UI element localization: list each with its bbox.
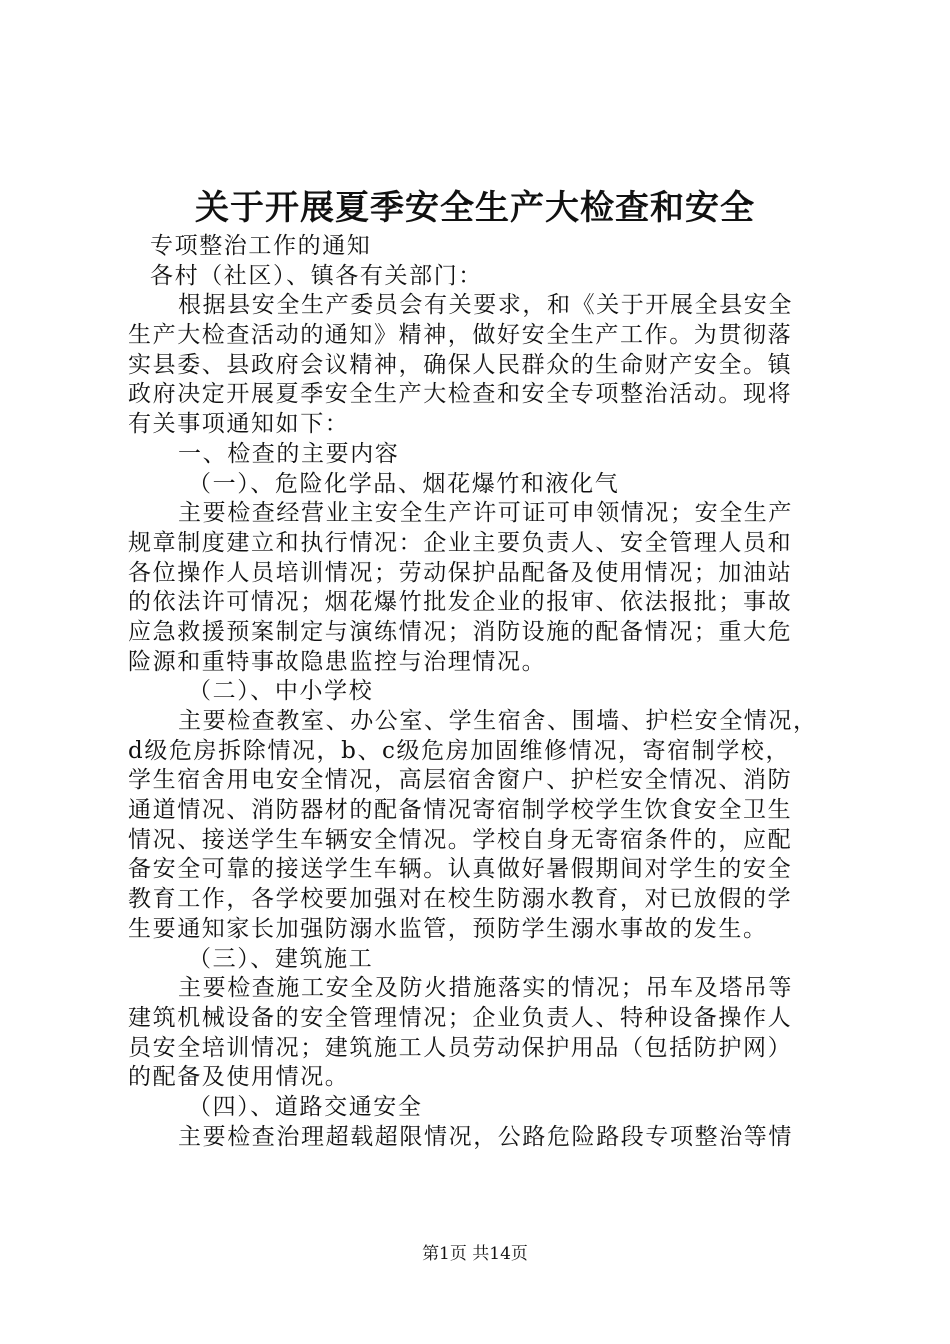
- body-line: 学生宿舍用电安全情况，高层宿舍窗户、护栏安全情况、消防: [128, 767, 793, 794]
- body-line: 专项整治工作的通知: [150, 233, 372, 259]
- document-title: 关于开展夏季安全生产大检查和安全: [195, 188, 755, 228]
- body-line: 备安全可靠的接送学生车辆。认真做好暑假期间对学生的安全: [128, 856, 793, 883]
- body-line: 应急救援预案制定与演练情况；消防设施的配备情况；重大危: [128, 618, 793, 645]
- body-line: 规章制度建立和执行情况：企业主要负责人、安全管理人员和: [128, 529, 793, 556]
- body-line: （三）、建筑施工: [188, 945, 374, 972]
- body-line: 建筑机械设备的安全管理情况；企业负责人、特种设备操作人: [128, 1004, 793, 1031]
- body-line: 一、检查的主要内容: [178, 440, 400, 467]
- body-line: 主要检查治理超载超限情况，公路危险路段专项整治等情: [178, 1123, 793, 1150]
- body-line: 政府决定开展夏季安全生产大检查和安全专项整治活动。现将: [128, 381, 793, 408]
- body-line: 各村（社区）、镇各有关部门：: [150, 262, 483, 289]
- body-line: 根据县安全生产委员会有关要求，和《关于开展全县安全: [178, 292, 793, 319]
- page-footer: 第1页 共14页: [422, 1244, 528, 1264]
- body-line: 员安全培训情况；建筑施工人员劳动保护用品（包括防护网）: [128, 1034, 793, 1061]
- body-line: 主要检查教室、办公室、学生宿舍、围墙、护栏安全情况，: [178, 708, 818, 734]
- body-line: 实县委、县政府会议精神，确保人民群众的生命财产安全。镇: [128, 351, 793, 378]
- body-line: （四）、道路交通安全: [188, 1093, 423, 1120]
- body-line: 险源和重特事故隐患监控与治理情况。: [128, 648, 547, 675]
- body-line: 主要检查施工安全及防火措施落实的情况；吊车及塔吊等: [178, 975, 793, 1002]
- body-line: 生产大检查活动的通知》精神，做好安全生产工作。为贯彻落: [128, 322, 793, 349]
- body-line: （二）、中小学校: [188, 678, 374, 705]
- body-line: 各位操作人员培训情况；劳动保护品配备及使用情况；加油站: [128, 559, 793, 586]
- body-line: 的配备及使用情况。: [128, 1064, 350, 1091]
- document-body: [128, 232, 828, 1152]
- body-line: 主要检查经营业主安全生产许可证可申领情况；安全生产: [178, 500, 793, 527]
- body-line: 有关事项通知如下：: [128, 411, 350, 438]
- body-line: d级危房拆除情况，b、c级危房加固维修情况，寄宿制学校，: [128, 737, 791, 764]
- body-line: 教育工作，各学校要加强对在校生防溺水教育，对已放假的学: [128, 886, 793, 913]
- body-line: 的依法许可情况；烟花爆竹批发企业的报审、依法报批；事故: [128, 589, 793, 616]
- body-line: （一）、危险化学品、烟花爆竹和液化气: [188, 470, 620, 497]
- body-line: 生要通知家长加强防溺水监管，预防学生溺水事故的发生。: [128, 915, 768, 942]
- body-line: 通道情况、消防器材的配备情况寄宿制学校学生饮食安全卫生: [128, 797, 793, 824]
- body-line: 情况、接送学生车辆安全情况。学校自身无寄宿条件的，应配: [128, 826, 793, 853]
